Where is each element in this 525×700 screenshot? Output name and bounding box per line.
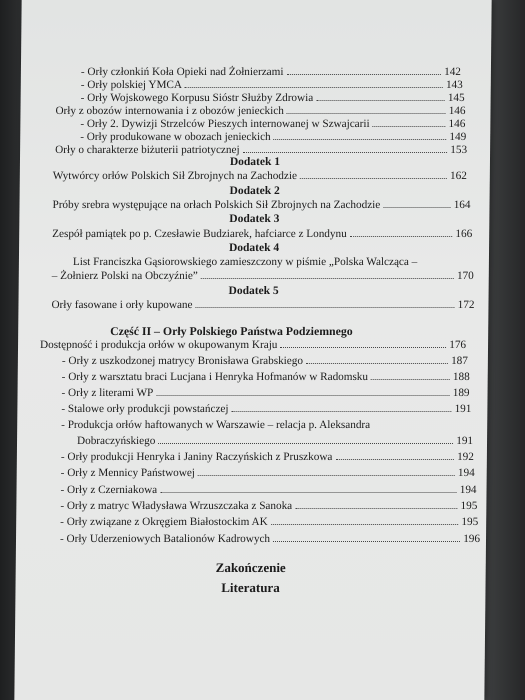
appendix-heading: Dodatek 1 — [229, 156, 281, 168]
toc-entry: Zespół pamiątek po p. Czesławie Budziarek, hafciarce z Londynu 166 — [52, 228, 473, 240]
toc-entry: Dobraczyńskiego 191 — [76, 435, 474, 447]
toc-entry-line: - Produkcja orłów haftowanych w Warszawie – relacja p. Aleksandra — [61, 419, 371, 431]
toc-entry: - Orły z matryc Władysława Wrzuszczaka z Sanoka 195 — [60, 500, 478, 512]
toc-entry-line: List Franciszka Gąsiorowskiego zamieszczony w piśmie „Polska Walcząca – — [72, 256, 418, 268]
table-of-contents — [14, 0, 491, 700]
conclusion-heading: Zakończenie — [215, 560, 286, 575]
toc-entry: Wytwórcy orłów Polskich Sił Zbrojnych na Zachodzie 162 — [52, 170, 467, 182]
toc-entry: - Orły z Mennicy Państwowej 194 — [60, 467, 475, 479]
toc-entry: - Orły związane z Okręgiem Białostockim AK 195 — [60, 516, 479, 528]
toc-entry: - Stalowe orły produkcji powstańczej 191 — [61, 403, 472, 415]
book-page — [14, 0, 491, 700]
appendix-heading: Dodatek 3 — [229, 213, 280, 225]
appendix-heading: Dodatek 5 — [228, 285, 279, 297]
toc-entry: - Orły z Czerniakowa 194 — [60, 484, 477, 496]
toc-entry: Próby srebra występujące na orłach Polskich Sił Zbrojnych na Zachodzie 164 — [52, 199, 471, 211]
toc-entry: - Orły z warsztatu braci Lucjana i Henryka Hofmanów w Radomsku 188 — [61, 371, 470, 383]
toc-entry: - Orły członkiń Koła Opieki nad Żołnierzami 142 — [80, 66, 461, 78]
toc-entry: - Orły z uszkodzonej matrycy Bronisława Grabskiego 187 — [61, 355, 468, 367]
toc-entry: Dostępność i produkcja orłów w okupowanym Kraju 176 — [39, 339, 467, 351]
appendix-heading: Dodatek 4 — [228, 242, 280, 254]
toc-entry: - Orły Wojskowego Korpusu Sióstr Służby Zdrowia 145 — [80, 92, 465, 104]
toc-entry: - Orły z literami WP 189 — [61, 387, 470, 399]
toc-entry: - Orły produkcji Henryka i Janiny Raczyńskich z Pruszkowa 192 — [60, 451, 474, 463]
appendix-heading: Dodatek 2 — [229, 185, 280, 197]
toc-entry: - Orły polskiej YMCA 143 — [80, 79, 463, 91]
toc-entry: – Żołnierz Polski na Obczyźnie” 170 — [51, 270, 474, 282]
toc-entry: - Orły Uderzeniowych Batalionów Kadrowych 196 — [59, 533, 481, 545]
part-title: Część II – Orły Polskiego Państwa Podziemnego — [110, 324, 353, 338]
toc-entry: Orły fasowane i orły kupowane 172 — [51, 299, 475, 311]
literature-heading: Literatura — [221, 580, 280, 595]
toc-entry: Orły o charakterze biżuterii patriotycznej 153 — [55, 144, 468, 156]
toc-entry: - Orły 2. Dywizji Strzelców Pieszych internowanej w Szwajcarii 146 — [80, 118, 466, 130]
toc-entry: - Orły produkowane w obozach jenieckich 149 — [80, 131, 467, 143]
toc-entry: Orły z obozów internowania i z obozów jenieckich 146 — [55, 105, 466, 117]
